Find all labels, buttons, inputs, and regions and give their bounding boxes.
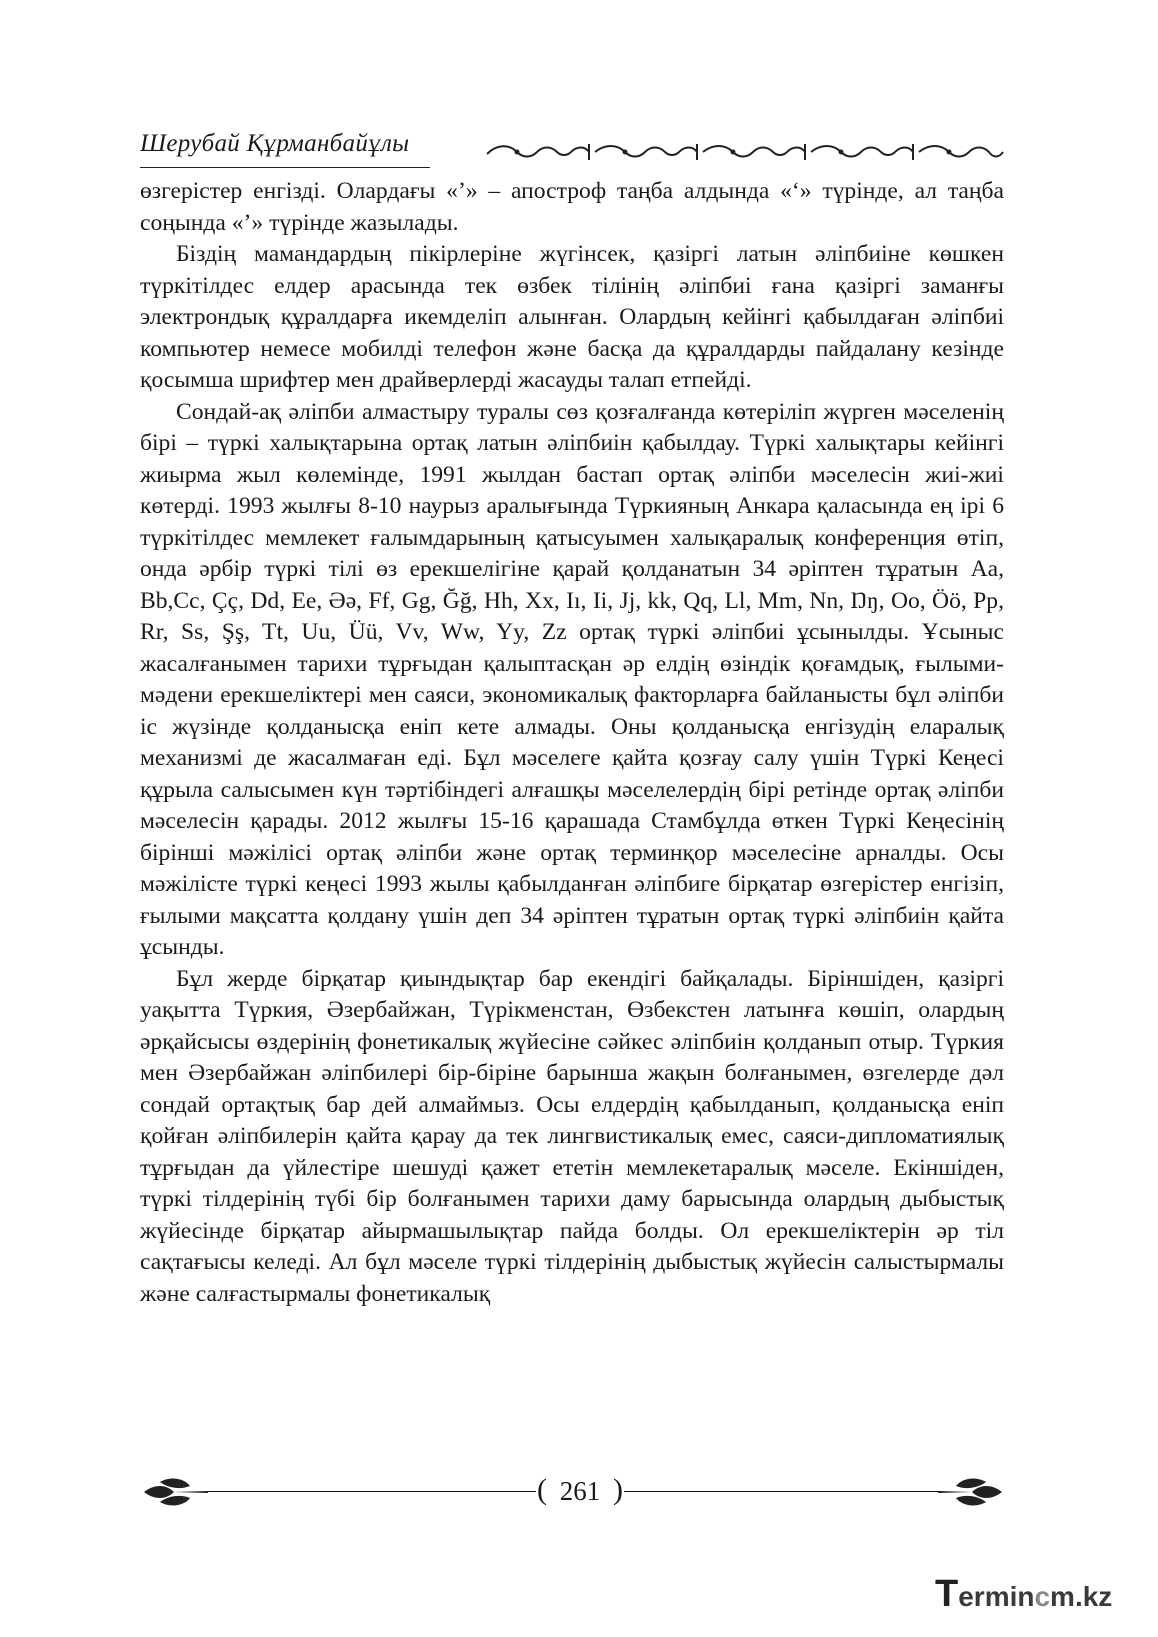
brace-left-icon: ( xyxy=(537,1473,547,1506)
footer-rule-left xyxy=(206,1491,536,1492)
watermark-circle: c xyxy=(1034,1581,1051,1612)
header-ornament-icon xyxy=(485,140,1005,166)
header-rule xyxy=(140,167,430,168)
watermark-suffix: m.kz xyxy=(1050,1581,1113,1612)
paragraph-4: Бұл жерде бірқатар қиындықтар бар екендігі байқалады. Біріншіден, қазіргі уақытта Түркия, Әзербайжан, Түрікменстан, Өзбекстен латынға көшіп, олардың әрқайсысы өздерінің фонетикалық жүйесіне сәйкес әліпбиін қолданып отыр. Түркия мен Әзербайжан әліпбилері бір-біріне барынша жақын болғанымен, өзгелерде дәл сондай ортақтық бар дей алмаймыз. Осы елдердің қабылданып, қолданысқа еніп қойған әліпбилерін қайта қарау да тек лингвистикалық емес, саяси-дипломатиялық тұрғыдан да үйлестіре шешуді қажет ететін мемлекетаралық мәселе. Екіншіден, түркі тілдерінің түбі бір болғанымен тарихи даму барысында олардың дыбыстық жүйесінде бірқатар айырмашылықтар пайда болды. Ол ерекшеліктерін әр тіл сақтағысы келеді. Ал бұл мәселе түркі тілдерінің дыбыстық жүйесін салыстырмалы және салғастырмалы фонетикалық xyxy=(140,965,1004,1307)
page-header xyxy=(140,130,1020,170)
page-footer xyxy=(140,1470,1020,1514)
paragraph-2: Біздің мамандардың пікірлеріне жүгінсек, қазіргі латын әліпбиіне көшкен түркітілдес елдер арасында тек өзбек тілінің әліпбиі ғана қазіргі заманғы электрондық құралдарға икемделіп алынған. Олардың кейінгі қабылдаған әліпбиі компьютер немесе мобилді телефон және басқа да құралдарды пайдалану кезінде қосымша шрифтер мен драйверлерді жасауды талап етпейді. xyxy=(140,241,1004,393)
paragraph-3: Сондай-ақ әліпби алмастыру туралы сөз қозғалғанда көтеріліп жүрген мәселенің бірі – түркі халықтарына ортақ латын әліпбиін қабылдау. Түркі халықтары кейінгі жиырма жыл көлемінде, 1991 жылдан бастап ортақ әліпби мәселесін жиі-жиі көтерді. 1993 жылғы 8-10 наурыз аралығында Түркияның Анкара қаласында ең ірі 6 түркітілдес мемлекет ғалымдарының қатысуымен халықаралық конференция өтіп, онда әрбір түркі тілі өз ерекшелігіне қарай қолданатын 34 әріптен тұратын Aa, Bb,Cc, Çç, Dd, Ee, Əə, Ff, Gg, Ğğ, Hh, Xx, Iı, Ii, Jj, kk, Qq, Ll, Mm, Nn, Ŋŋ, Oo, Öö, Pp, Rr, Ss, Şş, Tt, Uu, Üü, Vv, Ww, Yy, Zz ортақ түркі әліпбиі ұсынылды. Ұсыныс жасалғанымен тарихи тұрғыдан қалыптасқан әр елдің өзіндік қоғамдық, ғылыми-мәдени ерекшеліктері мен саяси, экономикалық факторларға байланысты бұл әліпби іс жүзінде қолданысқа еніп кете алмады. Оны қолданысқа енгізудің еларалық механизмі де жасалмаған еді. Бұл мәселеге қайта қозғау салу үшін Түркі Кеңесі құрыла салысымен күн тәртібіндегі алғашқы мәселелердің бірі ретінде ортақ әліпби мәселесін қарады. 2012 жылғы 15-16 қарашада Стамбұлда өткен Түркі Кеңесінің бірінші мәжілісі ортақ әліпби және ортақ терминқор мәселесіне арналды. Осы мәжілісте түркі кеңесі 1993 жылы қабылданған әліпбиге бірқатар өзгерістер енгізіп, ғылыми мақсатта қолдану үшін деп 34 әріптен тұратын ортақ түркі әліпбиін қайта ұсынды. xyxy=(140,398,1004,960)
brace-right-icon: ) xyxy=(613,1473,623,1506)
page-number-box xyxy=(535,1472,625,1510)
running-head-author: Шерубай Құрманбайұлы xyxy=(140,130,410,157)
paragraph-1: өзгерістер енгізді. Олардағы «’» – апостроф таңба алдында «‘» түрінде, ал таңба соңында «’» түрінде жазылады. xyxy=(140,178,1004,236)
footer-rule-right xyxy=(624,1491,942,1492)
leaf-ornament-right-icon xyxy=(936,1474,1006,1510)
watermark-logo xyxy=(935,1573,1112,1613)
page-number: 261 xyxy=(559,1476,601,1506)
leaf-ornament-left-icon xyxy=(140,1474,210,1510)
body-text xyxy=(140,176,1004,1310)
watermark-middle: ermin xyxy=(958,1581,1035,1612)
watermark-prefix: T xyxy=(935,1573,959,1615)
